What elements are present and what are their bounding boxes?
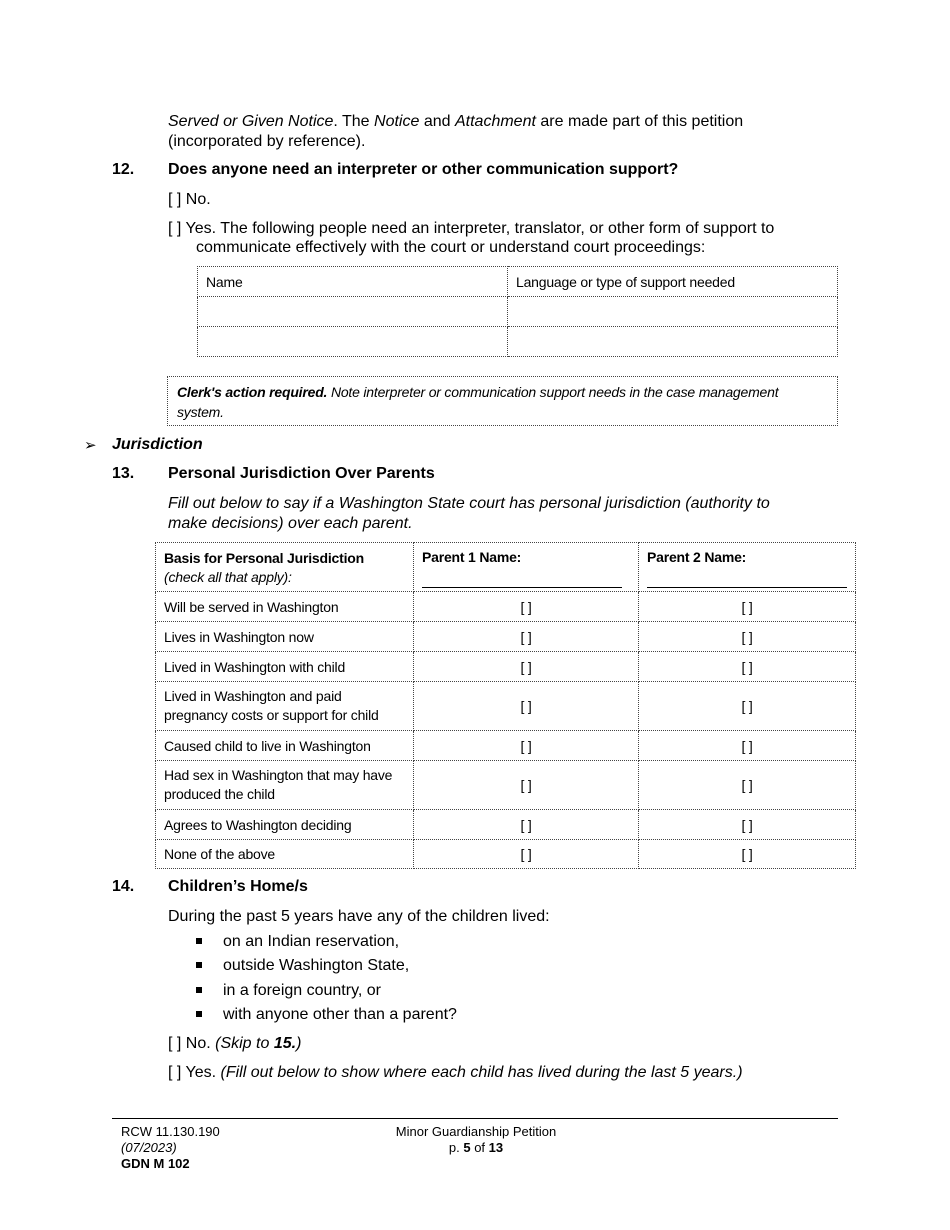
- list-item: in a foreign country, or: [223, 982, 382, 999]
- parent-1-checkbox[interactable]: [ ]: [414, 622, 639, 652]
- footer-form-number: GDN M 102: [121, 1156, 190, 1171]
- question-14-title: Children’s Home/s: [168, 878, 308, 895]
- clerk-action-bold: Clerk's action required.: [177, 384, 328, 400]
- square-bullet-icon: [196, 987, 202, 993]
- list-item: outside Washington State,: [223, 957, 410, 974]
- parent-2-checkbox[interactable]: [ ]: [639, 622, 856, 652]
- arrow-bullet-icon: ➢: [84, 437, 97, 454]
- basis-label: None of the above: [156, 840, 414, 869]
- basis-label: Lived in Washington with child: [156, 652, 414, 682]
- parent-2-checkbox[interactable]: [ ]: [639, 761, 856, 810]
- parent-2-checkbox[interactable]: [ ]: [639, 592, 856, 622]
- header-parent-1-cell: [414, 543, 639, 592]
- q14-intro: During the past 5 years have any of the children lived:: [168, 908, 550, 925]
- parent-2-name-line[interactable]: [647, 561, 847, 588]
- basis-label-cell: [156, 682, 414, 731]
- parent-2-checkbox[interactable]: [ ]: [639, 652, 856, 682]
- header-parent-2: Parent 2 Name:: [647, 549, 747, 565]
- parent-1-checkbox[interactable]: [ ]: [414, 840, 639, 869]
- interpreter-header-language: Language or type of support needed: [508, 267, 838, 297]
- list-item: on an Indian reservation,: [223, 933, 400, 950]
- square-bullet-icon: [196, 962, 202, 968]
- square-bullet-icon: [196, 1011, 202, 1017]
- clerk-action-text: Note interpreter or communication support needs in the case management: [327, 384, 779, 400]
- section-jurisdiction-title: Jurisdiction: [112, 436, 203, 453]
- interpreter-language-cell[interactable]: [508, 297, 838, 327]
- clerk-action-text-line-2: system.: [177, 404, 224, 420]
- header-basis-sub: (check all that apply):: [164, 569, 292, 585]
- parent-1-checkbox[interactable]: [ ]: [414, 592, 639, 622]
- basis-label-cell: [156, 761, 414, 810]
- question-14-number: 14.: [112, 878, 135, 895]
- interpreter-name-cell[interactable]: [198, 327, 508, 357]
- parent-2-checkbox[interactable]: [ ]: [639, 840, 856, 869]
- parent-1-checkbox[interactable]: [ ]: [414, 761, 639, 810]
- parent-1-checkbox[interactable]: [ ]: [414, 810, 639, 840]
- list-item: with anyone other than a parent?: [223, 1006, 457, 1023]
- footer-date: (07/2023): [121, 1140, 177, 1155]
- footer-rcw: RCW 11.130.190: [121, 1124, 220, 1139]
- jurisdiction-table: [155, 542, 856, 869]
- clerk-action-box: [167, 376, 838, 426]
- basis-label: Lived in Washington and paid: [164, 688, 342, 704]
- q14-option-no[interactable]: [ ] No. (Skip to 15.): [168, 1035, 302, 1052]
- parent-1-checkbox[interactable]: [ ]: [414, 731, 639, 761]
- interpreter-name-cell[interactable]: [198, 297, 508, 327]
- q12-option-yes-line-2: communicate effectively with the court or understand court proceedings:: [196, 239, 706, 256]
- parent-2-checkbox[interactable]: [ ]: [639, 731, 856, 761]
- footer-page: p. 5 of 13: [448, 1140, 504, 1155]
- parent-1-checkbox[interactable]: [ ]: [414, 652, 639, 682]
- question-13-title: Personal Jurisdiction Over Parents: [168, 465, 435, 482]
- continuation-line-2: (incorporated by reference).: [168, 133, 366, 150]
- parent-2-checkbox[interactable]: [ ]: [639, 810, 856, 840]
- header-parent-1: Parent 1 Name:: [422, 549, 522, 565]
- q12-option-no[interactable]: [ ] No.: [168, 191, 211, 208]
- basis-label: Will be served in Washington: [156, 592, 414, 622]
- q13-instruction-line-2: make decisions) over each parent.: [168, 515, 413, 532]
- interpreter-header-name: Name: [198, 267, 508, 297]
- basis-label: Lives in Washington now: [156, 622, 414, 652]
- q12-option-yes[interactable]: [ ] Yes. The following people need an interpreter, translator, or other form of support to: [168, 220, 775, 237]
- footer-divider: [112, 1118, 838, 1119]
- basis-label: Caused child to live in Washington: [156, 731, 414, 761]
- square-bullet-icon: [196, 938, 202, 944]
- interpreter-language-cell[interactable]: [508, 327, 838, 357]
- footer-title: Minor Guardianship Petition: [395, 1124, 557, 1139]
- basis-label-line-2: pregnancy costs or support for child: [164, 707, 379, 723]
- footer-center: [360, 1124, 592, 1156]
- question-12-number: 12.: [112, 161, 135, 178]
- basis-label: Agrees to Washington deciding: [156, 810, 414, 840]
- continuation-line-1: Served or Given Notice. The Notice and Attachment are made part of this petition: [168, 113, 744, 130]
- header-basis: Basis for Personal Jurisdiction: [164, 550, 364, 566]
- basis-label-line-2: produced the child: [164, 786, 275, 802]
- footer-left: [121, 1124, 220, 1172]
- parent-1-name-line[interactable]: [422, 561, 622, 588]
- question-12-title: Does anyone need an interpreter or other communication support?: [168, 161, 679, 178]
- interpreter-table: [197, 266, 838, 357]
- question-13-number: 13.: [112, 465, 135, 482]
- parent-1-checkbox[interactable]: [ ]: [414, 682, 639, 731]
- q14-option-yes[interactable]: [ ] Yes. (Fill out below to show where each child has lived during the last 5 years.): [168, 1064, 743, 1081]
- header-parent-2-cell: [639, 543, 856, 592]
- parent-2-checkbox[interactable]: [ ]: [639, 682, 856, 731]
- basis-label: Had sex in Washington that may have: [164, 767, 393, 783]
- header-basis-cell: [156, 543, 414, 592]
- q13-instruction: Fill out below to say if a Washington State court has personal jurisdiction (authority to: [168, 495, 770, 512]
